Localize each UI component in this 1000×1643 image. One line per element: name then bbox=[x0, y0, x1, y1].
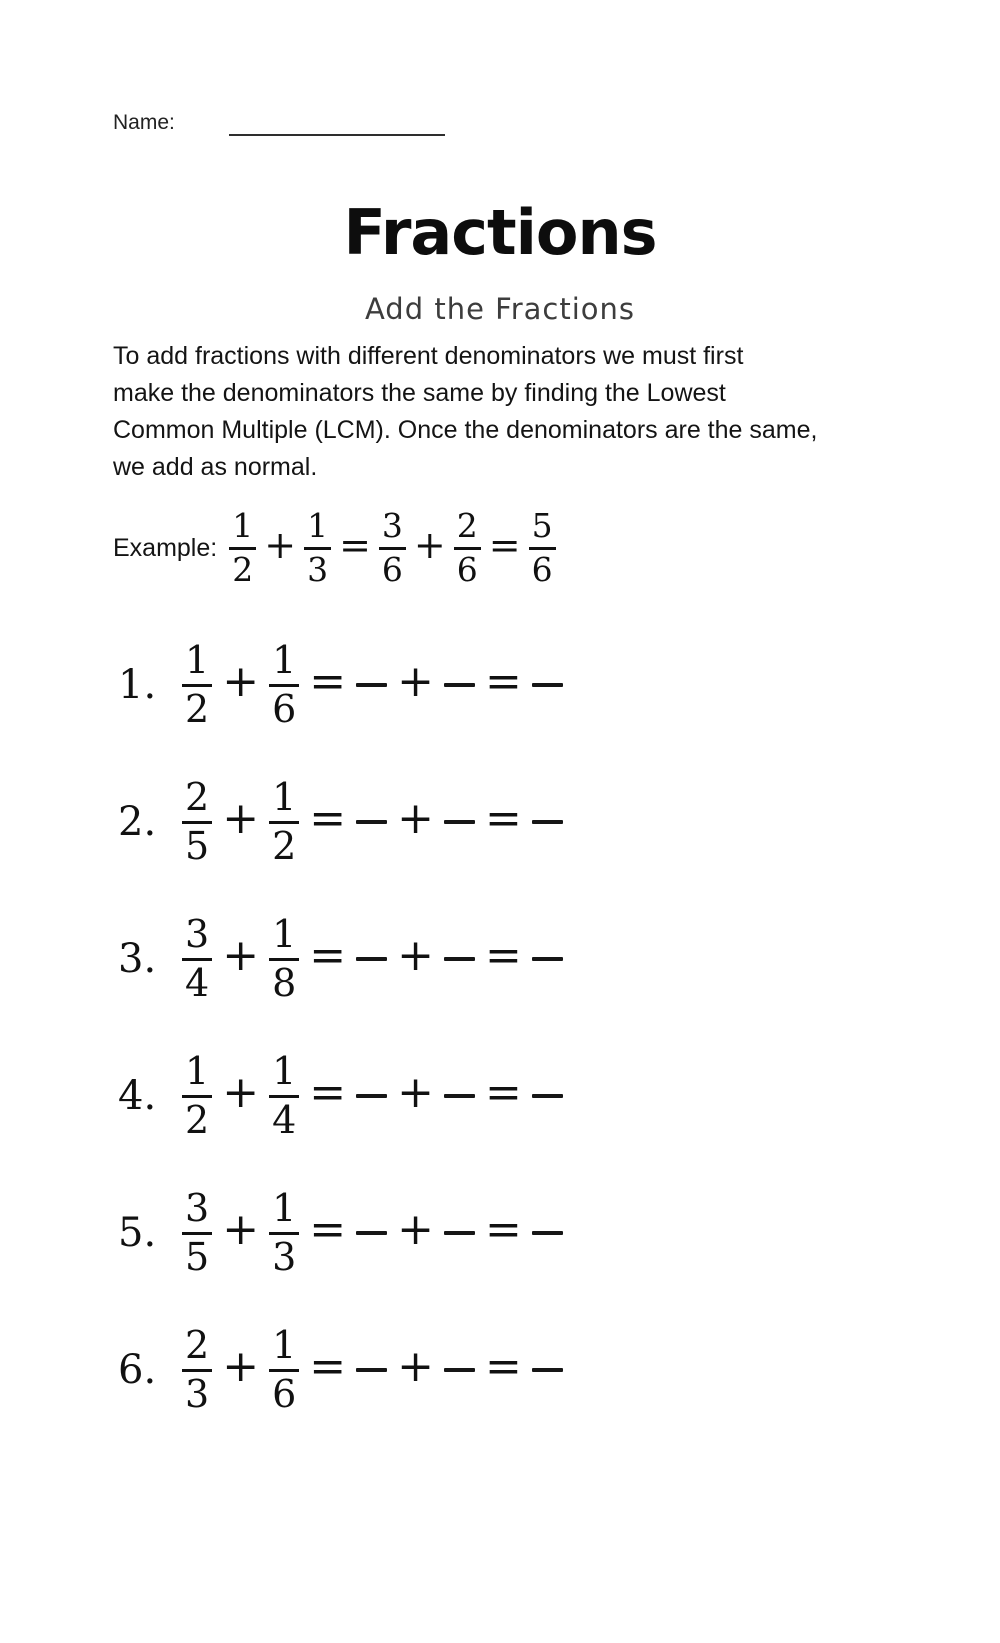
fraction bbox=[454, 505, 481, 589]
fraction-denominator: 4 bbox=[272, 1097, 297, 1142]
fraction-numerator: 1 bbox=[185, 1048, 210, 1093]
answer-blank[interactable] bbox=[444, 957, 475, 961]
fraction-numerator: 1 bbox=[272, 774, 297, 819]
instructions-line: To add fractions with different denominators we must first bbox=[113, 342, 744, 370]
fraction bbox=[229, 505, 256, 589]
fraction bbox=[182, 1048, 212, 1142]
fraction-denominator: 3 bbox=[307, 549, 329, 589]
problem-row bbox=[113, 911, 563, 1007]
fraction-denominator: 8 bbox=[272, 960, 297, 1005]
equals-operator: = bbox=[485, 1067, 522, 1118]
plus-operator: + bbox=[222, 1067, 260, 1118]
answer-blank[interactable] bbox=[444, 1368, 475, 1372]
equals-operator: = bbox=[309, 1341, 347, 1392]
plus-operator: + bbox=[397, 1341, 434, 1392]
fraction-numerator: 1 bbox=[307, 505, 329, 545]
fraction-denominator: 5 bbox=[185, 823, 210, 868]
answer-blank[interactable] bbox=[444, 820, 475, 824]
fraction bbox=[269, 774, 299, 868]
equals-operator: = bbox=[485, 1204, 522, 1255]
plus-operator: + bbox=[397, 1067, 434, 1118]
problem-row bbox=[113, 637, 563, 733]
answer-blank[interactable] bbox=[532, 1231, 563, 1235]
fraction bbox=[379, 505, 406, 589]
plus-operator: + bbox=[222, 930, 260, 981]
answer-blank[interactable] bbox=[356, 1231, 387, 1235]
plus-operator: + bbox=[264, 523, 297, 567]
problem-number: 5. bbox=[118, 1210, 157, 1256]
fraction-numerator: 2 bbox=[185, 1322, 210, 1367]
fraction-denominator: 6 bbox=[272, 1371, 297, 1416]
fraction-denominator: 6 bbox=[381, 549, 403, 589]
problem-row bbox=[113, 1322, 563, 1418]
problem-number: 1. bbox=[118, 662, 157, 708]
problem-row bbox=[113, 1185, 563, 1281]
answer-blank[interactable] bbox=[444, 1231, 475, 1235]
equals-operator: = bbox=[485, 930, 522, 981]
equals-operator: = bbox=[485, 656, 522, 707]
name-input-line[interactable] bbox=[229, 110, 445, 136]
fraction-denominator: 2 bbox=[232, 549, 254, 589]
fraction-numerator: 1 bbox=[272, 911, 297, 956]
example-row bbox=[113, 498, 556, 598]
equals-operator: = bbox=[309, 930, 347, 981]
page-subtitle: Add the Fractions bbox=[364, 292, 636, 326]
answer-blank[interactable] bbox=[444, 1094, 475, 1098]
equals-operator: = bbox=[485, 1341, 522, 1392]
plus-operator: + bbox=[222, 656, 260, 707]
plus-operator: + bbox=[397, 930, 434, 981]
fraction bbox=[182, 911, 212, 1005]
problem-row bbox=[113, 774, 563, 870]
answer-blank[interactable] bbox=[532, 1094, 563, 1098]
answer-blank[interactable] bbox=[532, 1368, 563, 1372]
plus-operator: + bbox=[413, 523, 446, 567]
plus-operator: + bbox=[222, 1341, 260, 1392]
fraction-numerator: 1 bbox=[272, 1048, 297, 1093]
fraction-numerator: 3 bbox=[381, 505, 403, 545]
answer-blank[interactable] bbox=[356, 957, 387, 961]
answer-blank[interactable] bbox=[532, 683, 563, 687]
answer-blank[interactable] bbox=[356, 683, 387, 687]
fraction-denominator: 2 bbox=[185, 1097, 210, 1142]
problem-number: 6. bbox=[118, 1347, 157, 1393]
fraction-numerator: 1 bbox=[232, 505, 254, 545]
name-label: Name: bbox=[113, 111, 175, 134]
answer-blank[interactable] bbox=[532, 820, 563, 824]
fraction bbox=[304, 505, 331, 589]
equals-operator: = bbox=[488, 523, 521, 567]
equals-operator: = bbox=[339, 523, 371, 567]
fraction-numerator: 1 bbox=[185, 637, 210, 682]
plus-operator: + bbox=[222, 1204, 260, 1255]
answer-blank[interactable] bbox=[356, 1094, 387, 1098]
fraction-numerator: 2 bbox=[185, 774, 210, 819]
example-label: Example: bbox=[113, 533, 218, 562]
plus-operator: + bbox=[222, 793, 260, 844]
fraction-denominator: 3 bbox=[272, 1234, 297, 1279]
fraction-denominator: 3 bbox=[185, 1371, 210, 1416]
name-row bbox=[113, 110, 445, 136]
fraction bbox=[269, 1048, 299, 1142]
answer-blank[interactable] bbox=[356, 1368, 387, 1372]
fraction-numerator: 3 bbox=[185, 911, 210, 956]
fraction-numerator: 5 bbox=[531, 505, 553, 545]
fraction-numerator: 1 bbox=[272, 1322, 297, 1367]
equals-operator: = bbox=[309, 1067, 347, 1118]
problem-number: 2. bbox=[118, 799, 157, 845]
fraction-numerator: 1 bbox=[272, 1185, 297, 1230]
plus-operator: + bbox=[397, 656, 434, 707]
fraction-denominator: 6 bbox=[456, 549, 478, 589]
fraction-denominator: 4 bbox=[185, 960, 210, 1005]
fraction-denominator: 5 bbox=[185, 1234, 210, 1279]
fraction bbox=[182, 774, 212, 868]
plus-operator: + bbox=[397, 1204, 434, 1255]
fraction-denominator: 2 bbox=[185, 686, 210, 731]
page-title: Fractions bbox=[343, 196, 657, 269]
fraction bbox=[269, 1322, 299, 1416]
problem-row bbox=[113, 1048, 563, 1144]
fraction bbox=[182, 1185, 212, 1279]
instructions-line: we add as normal. bbox=[113, 453, 318, 481]
fraction-numerator: 2 bbox=[456, 505, 478, 545]
answer-blank[interactable] bbox=[532, 957, 563, 961]
fraction bbox=[269, 911, 299, 1005]
fraction bbox=[182, 637, 212, 731]
equals-operator: = bbox=[485, 793, 522, 844]
fraction bbox=[182, 1322, 212, 1416]
plus-operator: + bbox=[397, 793, 434, 844]
problem-number: 3. bbox=[118, 936, 157, 982]
fraction-denominator: 6 bbox=[272, 686, 297, 731]
fraction-denominator: 6 bbox=[531, 549, 553, 589]
fraction bbox=[529, 505, 556, 589]
fraction-numerator: 1 bbox=[272, 637, 297, 682]
equals-operator: = bbox=[309, 656, 347, 707]
fraction bbox=[269, 1185, 299, 1279]
answer-blank[interactable] bbox=[356, 820, 387, 824]
equals-operator: = bbox=[309, 793, 347, 844]
instructions-line: make the denominators the same by finding the Lowest bbox=[113, 379, 726, 407]
fraction-denominator: 2 bbox=[272, 823, 297, 868]
equals-operator: = bbox=[309, 1204, 347, 1255]
problem-number: 4. bbox=[118, 1073, 157, 1119]
fraction-numerator: 3 bbox=[185, 1185, 210, 1230]
fraction bbox=[269, 637, 299, 731]
answer-blank[interactable] bbox=[444, 683, 475, 687]
instructions-line: Common Multiple (LCM). Once the denominators are the same, bbox=[113, 416, 818, 444]
instructions-paragraph bbox=[113, 338, 817, 486]
